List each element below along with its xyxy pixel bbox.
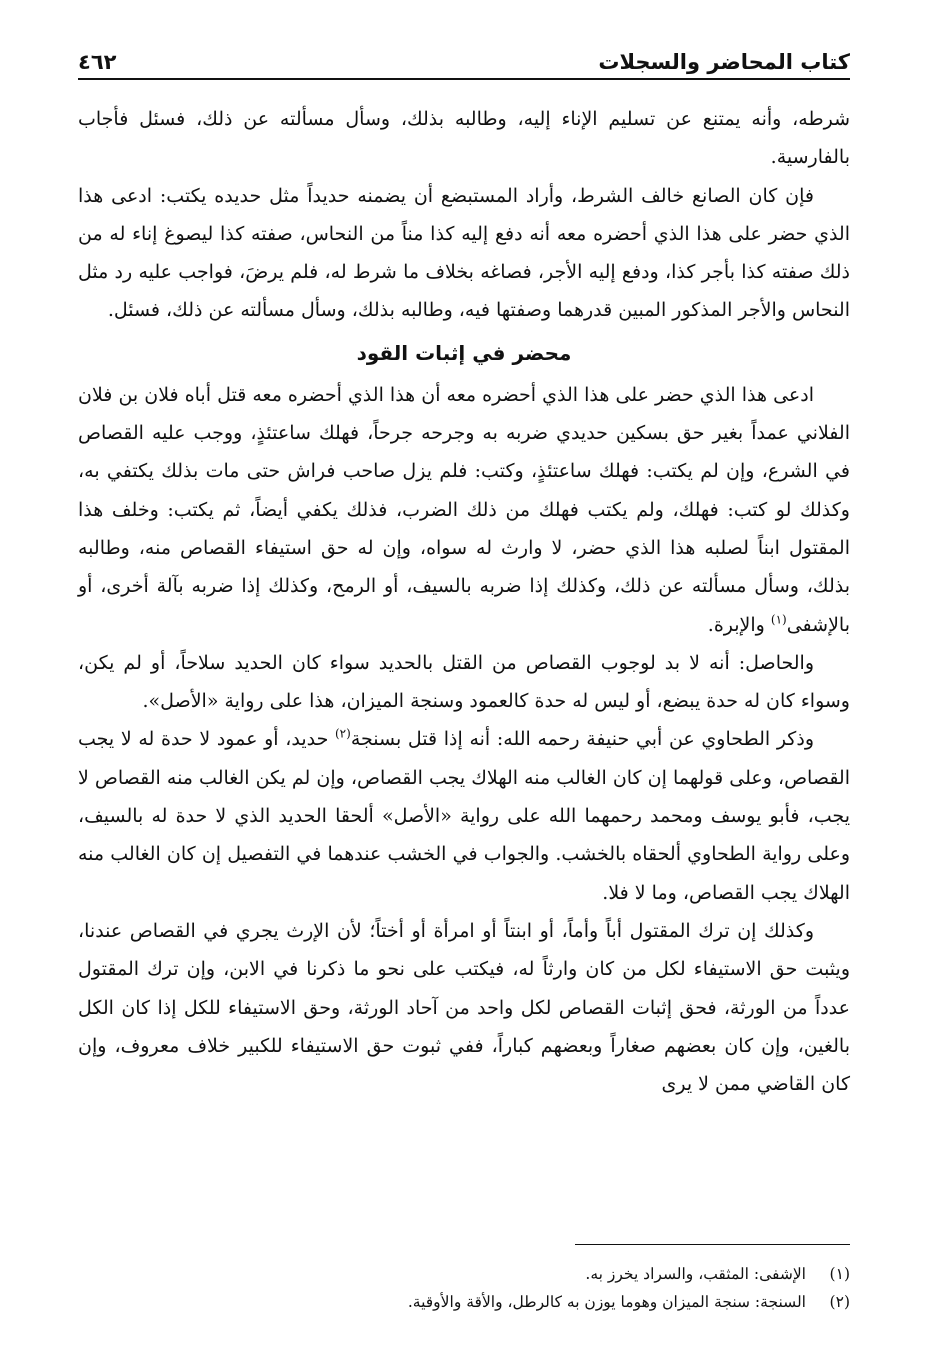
paragraph-4: والحاصل: أنه لا بد لوجوب القصاص من القتل بالحديد سواء كان الحديد سلاحاً، أو لم يكن، وسواء كان له حدة يبضع، أو ليس له حدة كالعمود وسنجة الميزان، هذا على رواية «الأصل».: [78, 651, 850, 713]
footnote-divider: [575, 1244, 850, 1245]
footnote-ref-2: (٢): [334, 727, 351, 742]
footnote-1-number: (١): [829, 1265, 850, 1283]
paragraph-1: شرطه، وأنه يمتنع عن تسليم الإناء إليه، وطالبه بذلك، وسأل مسألته عن ذلك، فسئل فأجاب بالفارسية.: [78, 108, 851, 169]
paragraph-5-text-a: وذكر الطحاوي عن أبي حنيفة رحمه الله: أنه إذا قتل بسنجة: [350, 728, 814, 751]
footnotes: [78, 1260, 850, 1316]
paragraph-3-text-a: ادعى هذا الذي حضر على هذا الذي أحضره معه أن هذا الذي أحضره معه قتل أباه فلان بن فلان الفلاني عمداً بغير حق بسكين حديدي ضربه به وجرحه جرحاً، فهلك ساعتئذٍ، ووجب عليه القصاص في الشرع، وإن لم يكتب: فهلك ساعتئذٍ، وكتب: فلم يزل صاحب فراش حتى مات بذلك يكتفي به، وكذلك لو كتب: فهلك، ولم يكتب فهلك من ذلك الضرب، فذلك يكفي أيضاً، ثم يكتب: وخلف هذا المقتول ابناً لصلبه هذا الذي حضر، لا وارث له سواه، وإن له حق استيفاء القصاص منه، وطالبه بذلك، وسأل مسألته عن ذلك، وكذلك إذا ضربه بالسيف، أو الرمح، وكذلك إذا ضربه بآلة أخرى، أو بالإشفى: [78, 383, 850, 636]
book-title: كتاب المحاضر والسجلات: [598, 50, 850, 74]
paragraph-3: [78, 376, 850, 644]
footnote-2: [78, 1288, 850, 1316]
paragraph-5: [78, 720, 850, 911]
footnote-2-number: (٢): [829, 1293, 850, 1311]
paragraph-3-text-b: والإبرة.: [707, 613, 771, 636]
section-title: محضر في إثبات القود: [356, 340, 572, 365]
page-number: ٤٦٢: [78, 50, 117, 74]
page-header: [78, 40, 850, 80]
paragraph-2: فإن كان الصانع خالف الشرط، وأراد المستبضع أن يضمنه حديداً مثل حديده يكتب: ادعى هذا الذي حضر على هذا الذي أحضره معه أنه دفع إليه كذا مناً من النحاس، صفته كذا ليصوغ إناء له من ذلك صفته كذا بأجر كذا، ودفع إليه الأجر، فصاغه بخلاف ما شرط له، فلم يرضَ، فواجب عليه رد مثل النحاس والأجر المذكور المبين قدرهما وصفتها فيه، وطالبه بذلك، وسأل مسألته عن ذلك، فسئل.: [78, 184, 850, 322]
footnote-2-text: السنجة: سنجة الميزان وهوما يوزن به كالرطل، والأقة والأوقية.: [407, 1293, 806, 1311]
footnote-ref-1: (١): [770, 612, 787, 627]
paragraph-6: وكذلك إن ترك المقتول أباً وأماً، أو ابنتاً أو امرأة أو أختاً؛ لأن الإرث يجري في القصاص عندنا، ويثبت حق الاستيفاء لكل من كان وارثاً له، فيكتب على نحو ما ذكرنا في الابن، وإن ترك المقتول عدداً من الورثة، فحق إثبات القصاص لكل واحد من آحاد الورثة، وحق الاستيفاء للكل إذا كان الكل بالغين، وإن كان بعضهم صغاراً وبعضهم كباراً، ففي ثبوت حق الاستيفاء للكبير خلاف معروف، وإن كان القاضي ممن لا يرى: [78, 919, 850, 1096]
paragraph-5-text-b: حديد، أو عمود لا حدة له لا يجب القصاص، وعلى قولهما إن كان الغالب منه الهلاك يجب القصاص، وإن لم يكن الغالب منه القصاص لا يجب، فأبو يوسف ومحمد رحمهما الله على رواية «الأصل» ألحقا الحديد الذي لا حدة له بالسيف، وعلى رواية الطحاوي ألحقاه بالخشب. والجواب في الخشب عندهما في التفصيل إن كان الغالب منه الهلاك يجب القصاص، وما لا فلا.: [78, 728, 850, 904]
footnote-1-text: الإشفى: المثقب، والسراد يخرز به.: [585, 1265, 806, 1283]
footnote-1: [78, 1260, 850, 1288]
main-text: [78, 100, 850, 1103]
